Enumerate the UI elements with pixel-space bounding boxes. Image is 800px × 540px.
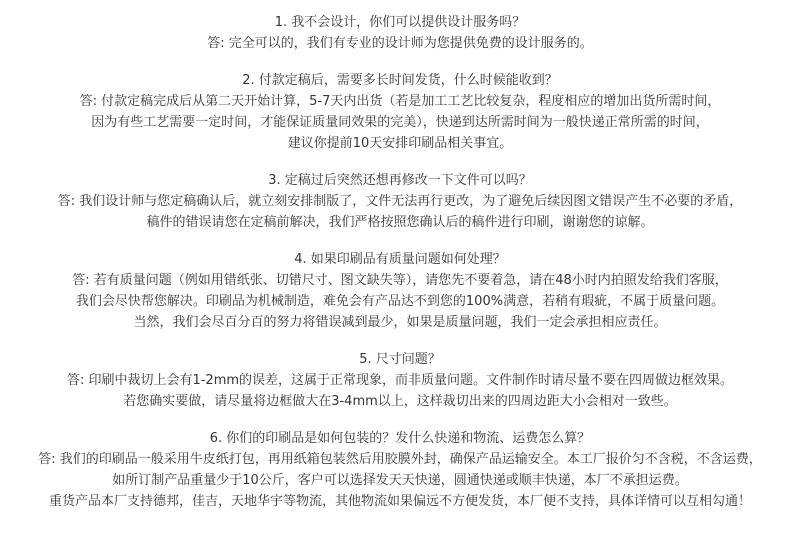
faq-answer-line: 我们会尽快帮您解决。印刷品为机械制造，难免会有产品达不到您的100%满意，若稍有瑕疵，不属于质量问题。 [75, 294, 725, 309]
faq-answer-line: 答: 印刷中裁切上会有1-2mm的误差，这属于正常现象，而非质量问题。文件制作时请尽量不要在四周做边框效果。 [66, 373, 734, 388]
faq-answer-line: 答: 若有质量问题（例如用错纸张、切错尺寸、图文缺失等），请您先不要着急，请在48小时内拍照发给我们客服， [72, 273, 728, 288]
faq-answer-line: 答: 我们设计师与您定稿确认后，就立刻安排制版了，文件无法再行更改，为了避免后续因图文错误产生不必要的矛盾， [57, 194, 743, 209]
faq-question: 2. 付款定稿后，需要多长时间发货，什么时候能收到？ [242, 73, 558, 88]
faq-answer-line: 因为有些工艺需要一定时间，才能保证质量同效果的完美），快递到达所需时间为一般快递正常所需的时间， [91, 115, 709, 130]
faq-question: 4. 如果印刷品有质量问题如何处理？ [294, 252, 506, 267]
faq-item-1 [0, 12, 800, 54]
faq-question: 6. 你们的印刷品是如何包装的？发什么快递和物流、运费怎么算？ [209, 431, 591, 446]
faq-answer-line: 重货产品本厂支持德邦，佳吉，天地华宇等物流，其他物流如果偏远不方便发货，本厂便不支持，具体详情可以互相勾通！ [48, 494, 751, 509]
faq-item-3 [0, 170, 800, 233]
faq-answer-line: 答: 完全可以的，我们有专业的设计师为您提供免费的设计服务的。 [207, 36, 593, 51]
faq-item-6 [0, 428, 800, 512]
faq-answer-line: 如所订制产品重量少于10公斤，客户可以选择发天天快递，圆通快递或顺丰快递，本厂不承担运费。 [112, 473, 688, 488]
faq-item-4 [0, 249, 800, 333]
faq-question: 5. 尺寸问题？ [359, 352, 441, 367]
faq-answer-line: 若您确实要做，请尽量将边框做大在3-4mm以上，这样裁切出来的四周边距大小会相对一致些。 [123, 394, 677, 409]
faq-question: 3. 定稿过后突然还想再修改一下文件可以吗？ [268, 173, 532, 188]
faq-question: 1. 我不会设计，你们可以提供设计服务吗？ [274, 15, 526, 30]
faq-answer-line: 当然，我们会尽百分百的努力将错误减到最少，如果是质量问题，我们一定会承担相应责任。 [133, 315, 667, 330]
faq-answer-line: 答: 我们的印刷品一般采用牛皮纸打包，再用纸箱包装然后用胶膜外封，确保产品运输安全。本工厂报价匀不含税，不含运费， [38, 452, 762, 467]
faq-answer-line: 答: 付款定稿完成后从第二天开始计算，5-7天内出货（若是加工工艺比较复杂，程度相应的增加出货所需时间， [79, 94, 721, 109]
faq-answer-line: 建议你提前10天安排印刷品相关事宜。 [287, 136, 513, 151]
faq-item-5 [0, 349, 800, 412]
faq-item-2 [0, 70, 800, 154]
faq-answer-line: 稿件的错误请您在定稿前解决，我们严格按照您确认后的稿件进行印刷，谢谢您的谅解。 [146, 215, 654, 230]
